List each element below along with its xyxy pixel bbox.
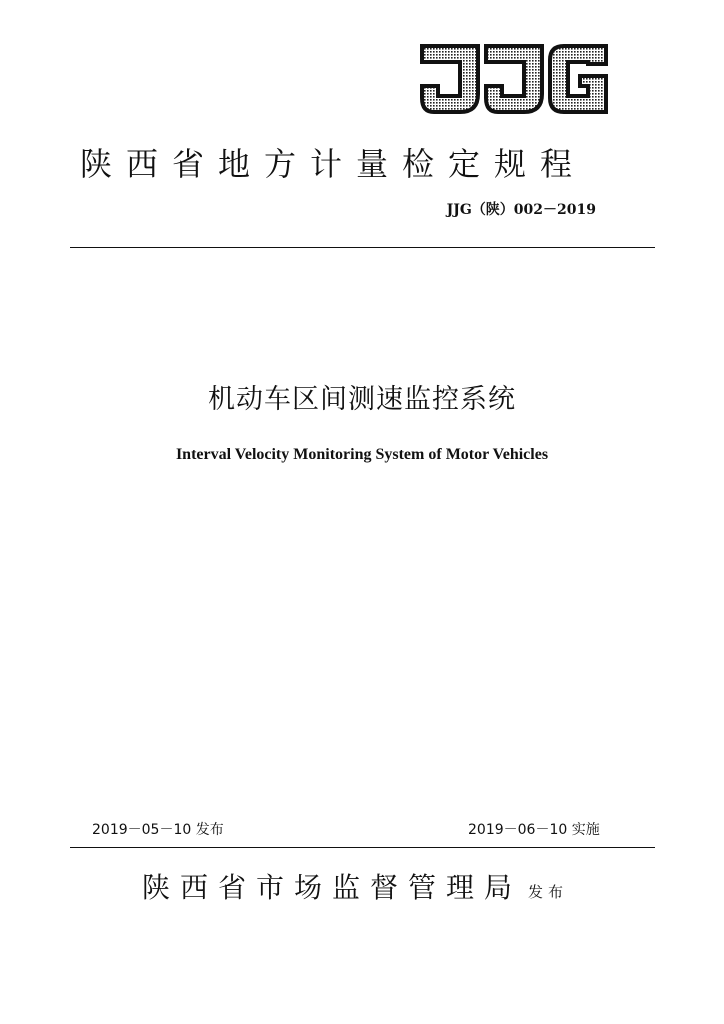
- document-code: JJG（陕）002－2019: [446, 202, 596, 218]
- publisher-name: 陕西省市场监督管理局: [142, 871, 523, 904]
- top-divider: [70, 247, 655, 248]
- bottom-divider: [70, 847, 655, 848]
- publisher-action: 发布: [528, 883, 569, 901]
- publisher-line: [142, 868, 568, 908]
- issue-date: 2019－05－10 发布: [92, 822, 224, 838]
- jjg-logo-icon: [418, 42, 610, 118]
- document-title-english: Interval Velocity Monitoring System of Motor Vehicles: [175, 446, 549, 463]
- series-title: 陕西省地方计量检定规程: [80, 145, 587, 183]
- document-title-chinese: 机动车区间测速监控系统: [208, 384, 516, 415]
- effective-date: 2019－06－10 实施: [468, 822, 600, 838]
